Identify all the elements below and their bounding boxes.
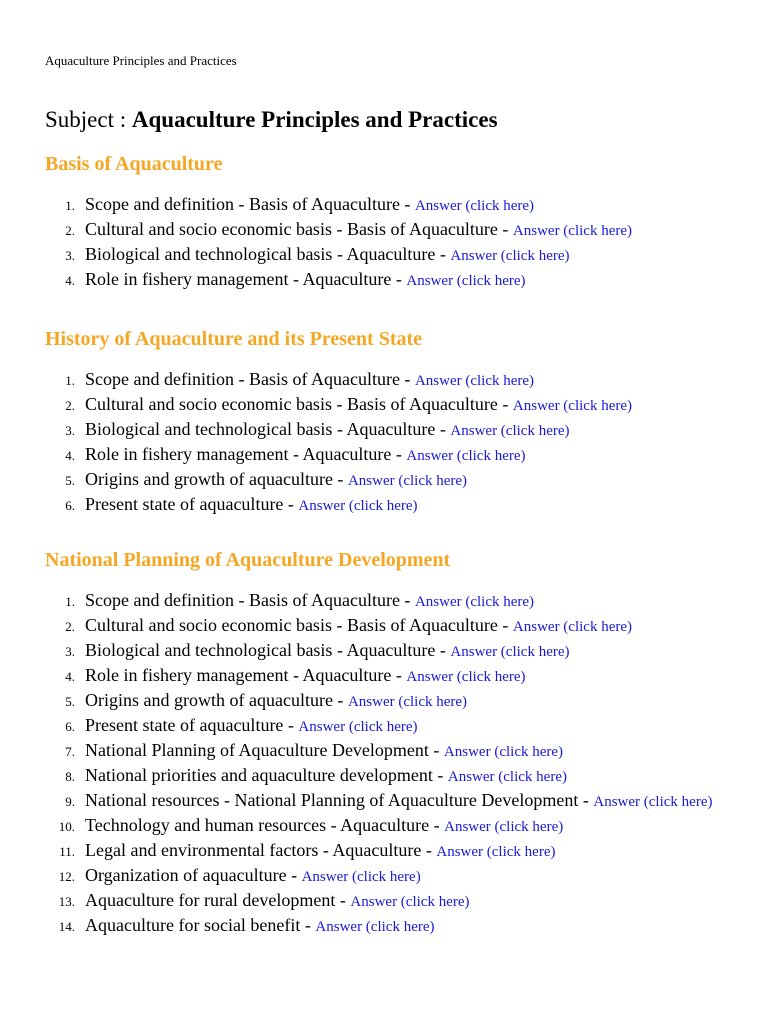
list-item (45, 493, 725, 518)
list-item-number: 4. (65, 273, 75, 288)
list-item (45, 789, 725, 814)
list-item-text: Biological and technological basis - Aquaculture - (85, 244, 451, 264)
list-item (45, 889, 725, 914)
list-item (45, 814, 725, 839)
answer-link[interactable]: Answer (click here) (350, 894, 470, 910)
section-national-planning (45, 548, 725, 939)
list-item-number: 3. (65, 248, 75, 263)
list-item (45, 393, 725, 418)
page-title (45, 106, 498, 134)
list-item-text: Scope and definition - Basis of Aquaculture - (85, 590, 415, 610)
list-item-text: Present state of aquaculture - (85, 494, 299, 514)
list-item-text: National resources - National Planning of Aquaculture Development - (85, 790, 594, 810)
answer-link[interactable]: Answer (click here) (406, 448, 526, 464)
list-item-number: 10. (58, 819, 75, 834)
list-item-text: Role in fishery management - Aquaculture - (85, 665, 407, 685)
list-item-number: 5. (65, 473, 75, 488)
list-item-text: Biological and technological basis - Aquaculture - (85, 419, 451, 439)
list-item (45, 864, 725, 889)
list-item (45, 639, 725, 664)
list-item-number: 14. (58, 919, 75, 934)
subject-prefix: Subject : (45, 107, 132, 132)
answer-link[interactable]: Answer (click here) (512, 223, 633, 239)
list-item (45, 714, 725, 739)
answer-link[interactable]: Answer (click here) (301, 869, 421, 885)
list-item-number: 2. (65, 619, 75, 634)
list-item (45, 243, 725, 268)
answer-link[interactable]: Answer (click here) (347, 694, 468, 710)
list-item-number: 2. (65, 398, 75, 413)
answer-link[interactable]: Answer (click here) (450, 248, 570, 264)
list-item-text: Present state of aquaculture - (85, 715, 299, 735)
list-item-number: 1. (65, 594, 75, 609)
list-item (45, 739, 725, 764)
answer-link[interactable]: Answer (click here) (414, 594, 535, 610)
list-item (45, 468, 725, 493)
answer-link[interactable]: Answer (click here) (450, 644, 570, 660)
list-item-text: Origins and growth of aquaculture - (85, 690, 348, 710)
list-item-number: 1. (65, 373, 75, 388)
list-item-text: Legal and environmental factors - Aquaculture - (85, 840, 437, 860)
list-item-number: 1. (65, 198, 75, 213)
list-item-number: 6. (65, 498, 75, 513)
list-item-text: Cultural and socio economic basis - Basis of Aquaculture - (85, 615, 513, 635)
answer-link[interactable]: Answer (click here) (414, 373, 535, 389)
list-item-text: National priorities and aquaculture development - (85, 765, 448, 785)
list-item-number: 4. (65, 669, 75, 684)
answer-link[interactable]: Answer (click here) (444, 819, 564, 835)
list-item (45, 664, 725, 689)
list-item (45, 589, 725, 614)
answer-link[interactable]: Answer (click here) (315, 919, 435, 935)
list-item-number: 13. (58, 894, 75, 909)
running-header: Aquaculture Principles and Practices (45, 53, 237, 68)
list-item-number: 2. (65, 223, 75, 238)
list-item-text: Cultural and socio economic basis - Basis of Aquaculture - (85, 219, 513, 239)
list-item (45, 689, 725, 714)
list-item-text: Cultural and socio economic basis - Basis of Aquaculture - (85, 394, 513, 414)
list-item-number: 4. (65, 448, 75, 463)
list-item-text: Scope and definition - Basis of Aquaculture - (85, 194, 415, 214)
list-item-text: Aquaculture for rural development - (85, 890, 351, 910)
answer-link[interactable]: Answer (click here) (298, 719, 418, 735)
answer-link[interactable]: Answer (click here) (298, 498, 418, 514)
answer-link[interactable]: Answer (click here) (593, 794, 713, 810)
topic-list (45, 193, 725, 293)
list-item-number: 12. (58, 869, 75, 884)
list-item (45, 839, 725, 864)
answer-link[interactable]: Answer (click here) (414, 198, 535, 214)
section-history (45, 327, 725, 518)
answer-link[interactable]: Answer (click here) (512, 398, 633, 414)
list-item-number: 8. (65, 769, 75, 784)
list-item-text: Scope and definition - Basis of Aquaculture - (85, 369, 415, 389)
list-item-number: 11. (59, 844, 75, 859)
list-item-text: Technology and human resources - Aquaculture - (85, 815, 445, 835)
subject-title: Aquaculture Principles and Practices (131, 107, 498, 132)
topic-list (45, 368, 725, 518)
list-item (45, 218, 725, 243)
answer-link[interactable]: Answer (click here) (512, 619, 633, 635)
answer-link[interactable]: Answer (click here) (447, 769, 567, 785)
list-item (45, 193, 725, 218)
section-basis (45, 152, 725, 293)
list-item (45, 443, 725, 468)
list-item (45, 418, 725, 443)
list-item-text: Role in fishery management - Aquaculture - (85, 444, 407, 464)
answer-link[interactable]: Answer (click here) (347, 473, 468, 489)
section-heading: History of Aquaculture and its Present State (45, 328, 423, 350)
section-heading: National Planning of Aquaculture Development (45, 549, 451, 571)
section-heading: Basis of Aquaculture (45, 153, 223, 175)
list-item (45, 268, 725, 293)
list-item-text: Origins and growth of aquaculture - (85, 469, 348, 489)
list-item-text: Aquaculture for social benefit - (85, 915, 316, 935)
list-item-number: 7. (65, 744, 75, 759)
list-item-number: 6. (65, 719, 75, 734)
answer-link[interactable]: Answer (click here) (406, 273, 526, 289)
list-item (45, 764, 725, 789)
list-item-text: Biological and technological basis - Aquaculture - (85, 640, 451, 660)
answer-link[interactable]: Answer (click here) (406, 669, 526, 685)
list-item-number: 5. (65, 694, 75, 709)
list-item-number: 9. (65, 794, 75, 809)
answer-link[interactable]: Answer (click here) (450, 423, 570, 439)
answer-link[interactable]: Answer (click here) (443, 744, 564, 760)
list-item-text: National Planning of Aquaculture Development - (85, 740, 444, 760)
answer-link[interactable]: Answer (click here) (436, 844, 556, 860)
list-item (45, 914, 725, 939)
list-item (45, 368, 725, 393)
list-item-number: 3. (65, 423, 75, 438)
list-item-text: Organization of aquaculture - (85, 865, 302, 885)
list-item (45, 614, 725, 639)
topic-list (45, 589, 725, 939)
list-item-number: 3. (65, 644, 75, 659)
list-item-text: Role in fishery management - Aquaculture - (85, 269, 407, 289)
